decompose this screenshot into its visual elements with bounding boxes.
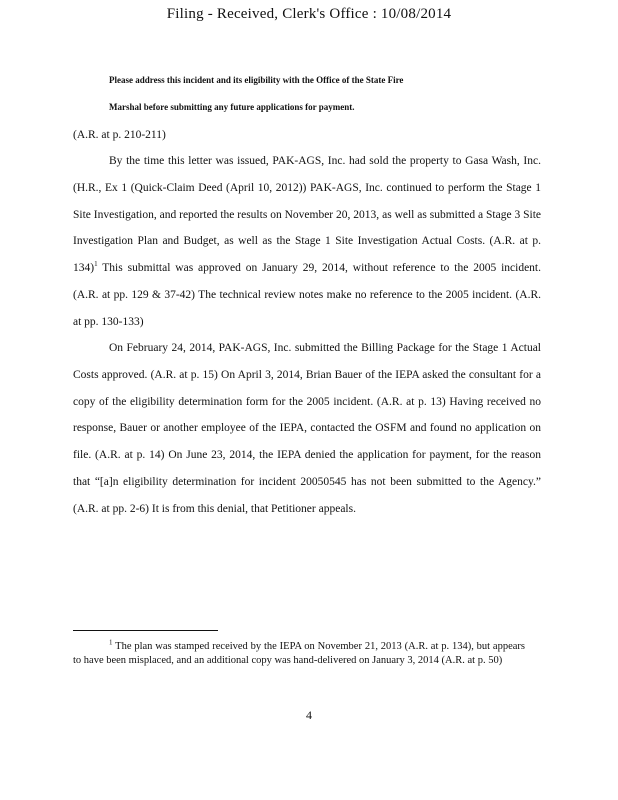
block-quote-line-2: Marshal before submitting any future applications for payment.	[109, 102, 355, 112]
footnote-reference: 1	[94, 260, 98, 269]
paragraph-1-text-end: This submittal was approved on January 29, 2014, without reference to the 2005 incident. (A.R. at pp. 129 & 37-42) The technical review notes make no reference to the 2005 incident. (A.R. at pp. 130-133)	[73, 262, 541, 328]
page-number: 4	[306, 708, 312, 722]
paragraph-1-text-start: By the time this letter was issued, PAK-AGS, Inc. had sold the property to Gasa Wash, Inc. (H.R., Ex 1 (Quick-Claim Deed (April 10, 2012)) PAK-AGS, Inc. continued to perform the Stage 1 Site Investigation, and reported the results on November 20, 2013, as well as submitted a Stage 3 Site Investigation Plan and Budget, as well as the Stage 1 Site Investigation Actual Costs. (A.R. at p. 134)	[73, 155, 541, 275]
footnote-divider	[73, 630, 218, 631]
block-quote-line-1: Please address this incident and its eligibility with the Office of the State Fire	[109, 75, 404, 85]
body-paragraph-1	[73, 148, 541, 336]
footnote-marker: 1	[109, 638, 113, 647]
filing-stamp-header: Filing - Received, Clerk's Office : 10/08/2014	[166, 6, 452, 22]
body-paragraph-2: On February 24, 2014, PAK-AGS, Inc. submitted the Billing Package for the Stage 1 Actual Costs approved. (A.R. at p. 15) On April 3, 2014, Brian Bauer of the IEPA asked the consultant for a copy of the eligibility determination form for the 2005 incident. (A.R. at p. 13) Having received no response, Bauer or another employee of the IEPA, contacted the OSFM and found no application on file. (A.R. at p. 14) On June 23, 2014, the IEPA denied the application for payment, for the reason that “[a]n eligibility determination for incident 20050545 has not been submitted to the Agency.” (A.R. at pp. 2-6) It is from this denial, that Petitioner appeals.	[73, 342, 541, 515]
footnote-text: The plan was stamped received by the IEPA on November 21, 2013 (A.R. at p. 134), but appears to have been misplaced, and an additional copy was hand-delivered on January 3, 2014 (A.R. at p. 50)	[73, 641, 525, 666]
footnote	[73, 640, 525, 668]
record-citation: (A.R. at p. 210-211)	[73, 129, 166, 141]
